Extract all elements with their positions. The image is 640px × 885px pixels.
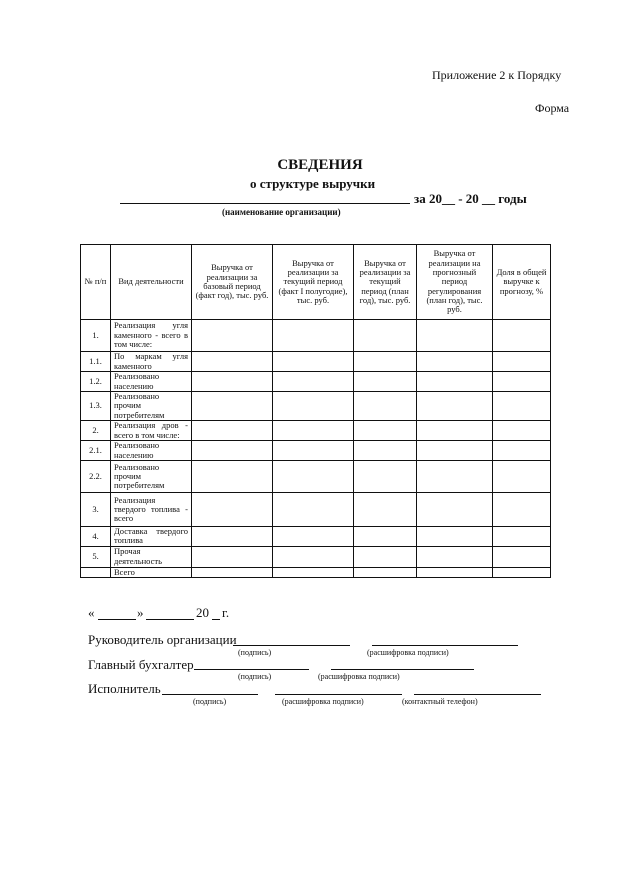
date-month-line [146,619,194,620]
value-cell[interactable] [493,493,551,527]
column-header-number: № п/п [81,245,111,320]
value-cell[interactable] [417,527,493,547]
column-header-activity: Вид деятельности [111,245,192,320]
value-cell[interactable] [273,567,354,577]
value-cell[interactable] [354,372,417,392]
date-year-suffix: г. [222,605,230,620]
organization-name-line [120,203,410,204]
value-cell[interactable] [417,567,493,577]
row-number-cell: 2.1. [81,441,111,461]
head-signature-line [233,645,350,646]
value-cell[interactable] [192,527,273,547]
document-subtitle: о структуре выручки [250,176,376,191]
chief-accountant-label: Главный бухгалтер [88,657,194,672]
head-signature-caption: (подпись) [238,648,272,657]
value-cell[interactable] [493,567,551,577]
accountant-decoding-line [331,669,474,670]
column-header-current-plan: Выручка от реализации за текущий период (план год), тыс. руб. [354,245,417,320]
value-cell[interactable] [192,493,273,527]
value-cell[interactable] [493,441,551,461]
executor-label: Исполнитель [88,681,161,696]
row-number-cell: 5. [81,546,111,567]
value-cell[interactable] [493,352,551,372]
column-header-share: Доля в общей выручке к прогнозу, % [493,245,551,320]
head-decoding-line [372,645,518,646]
value-cell[interactable] [273,493,354,527]
activity-cell: Реализовано прочим потребителям [111,461,192,493]
table-row [81,493,551,527]
row-number-cell: 1.1. [81,352,111,372]
table-row [81,546,551,567]
table-row [81,392,551,421]
value-cell[interactable] [417,546,493,567]
activity-cell: Реализовано населению [111,372,192,392]
value-cell[interactable] [417,461,493,493]
activity-cell: Прочая деятельность [111,546,192,567]
value-cell[interactable] [273,546,354,567]
revenue-structure-table [80,244,551,578]
value-cell[interactable] [417,372,493,392]
activity-cell: Реализация твердого топлива - всего [111,493,192,527]
value-cell[interactable] [354,527,417,547]
value-cell[interactable] [417,392,493,421]
value-cell[interactable] [354,441,417,461]
row-number-cell: 2.2. [81,461,111,493]
table-row [81,567,551,577]
activity-cell: Реализация дров - всего в том числе: [111,421,192,441]
value-cell[interactable] [273,392,354,421]
value-cell[interactable] [192,421,273,441]
executor-phone-line [414,694,541,695]
head-of-organization-label: Руководитель организации [88,632,237,647]
row-number-cell: 1. [81,320,111,352]
value-cell[interactable] [354,567,417,577]
table-row [81,461,551,493]
table-header-row [81,245,551,320]
value-cell[interactable] [273,372,354,392]
appendix-reference: Приложение 2 к Порядку [432,68,562,82]
row-number-cell: 2. [81,421,111,441]
document-title: СВЕДЕНИЯ [277,157,363,173]
executor-decoding-line [275,694,402,695]
column-header-base-period: Выручка от реализации за базовый период (факт год), тыс. руб. [192,245,273,320]
value-cell[interactable] [273,527,354,547]
value-cell[interactable] [192,352,273,372]
value-cell[interactable] [354,352,417,372]
executor-decoding-caption: (расшифровка подписи) [282,697,364,706]
table-row [81,421,551,441]
value-cell[interactable] [354,461,417,493]
value-cell[interactable] [493,461,551,493]
value-cell[interactable] [417,320,493,352]
value-cell[interactable] [417,352,493,372]
value-cell[interactable] [192,372,273,392]
executor-signature-line [162,694,258,695]
date-close-quote: » [137,605,144,620]
value-cell[interactable] [273,320,354,352]
column-header-current-half-year: Выручка от реализации за текущий период (факт I полугодие), тыс. руб. [273,245,354,320]
activity-cell: Доставка твердого топлива [111,527,192,547]
table-row [81,527,551,547]
date-year-line [212,619,220,620]
value-cell[interactable] [273,352,354,372]
value-cell[interactable] [493,392,551,421]
value-cell[interactable] [417,493,493,527]
accountant-signature-caption: (подпись) [238,672,272,681]
value-cell[interactable] [192,320,273,352]
row-number-cell: 4. [81,527,111,547]
value-cell[interactable] [354,493,417,527]
executor-signature-caption: (подпись) [193,697,227,706]
value-cell[interactable] [493,320,551,352]
organization-name-caption: (наименование организации) [222,207,341,217]
value-cell[interactable] [273,461,354,493]
head-decoding-caption: (расшифровка подписи) [367,648,449,657]
value-cell[interactable] [192,461,273,493]
date-year-prefix: 20 [196,605,209,620]
column-header-forecast-period: Выручка от реализации на прогнозный период регулирования (план год), тыс. руб. [417,245,493,320]
accountant-signature-line [194,669,309,670]
value-cell[interactable] [354,421,417,441]
accountant-decoding-caption: (расшифровка подписи) [318,672,400,681]
activity-cell: Всего [111,567,192,577]
reporting-period: за 20__ - 20 __ годы [414,191,527,206]
activity-cell: Реализовано населению [111,441,192,461]
value-cell[interactable] [417,421,493,441]
value-cell[interactable] [273,441,354,461]
executor-phone-caption: (контактный телефон) [402,697,478,706]
value-cell[interactable] [273,421,354,441]
value-cell[interactable] [493,527,551,547]
form-label: Форма [535,101,570,115]
value-cell[interactable] [417,441,493,461]
table-row [81,320,551,352]
row-number-cell: 3. [81,493,111,527]
date-open-quote: « [88,605,95,620]
value-cell[interactable] [192,546,273,567]
value-cell[interactable] [192,441,273,461]
activity-cell: По маркам угля каменного [111,352,192,372]
row-number-cell: 1.2. [81,372,111,392]
activity-cell: Реализация угля каменного - всего в том числе: [111,320,192,352]
value-cell[interactable] [354,546,417,567]
value-cell[interactable] [354,392,417,421]
table-row [81,352,551,372]
value-cell[interactable] [493,546,551,567]
value-cell[interactable] [192,392,273,421]
value-cell[interactable] [493,421,551,441]
value-cell[interactable] [354,320,417,352]
table-body [81,320,551,578]
row-number-cell [81,567,111,577]
value-cell[interactable] [192,567,273,577]
row-number-cell: 1.3. [81,392,111,421]
value-cell[interactable] [493,372,551,392]
table-row [81,372,551,392]
table-row [81,441,551,461]
date-day-line [98,619,136,620]
activity-cell: Реализовано прочим потребителям [111,392,192,421]
